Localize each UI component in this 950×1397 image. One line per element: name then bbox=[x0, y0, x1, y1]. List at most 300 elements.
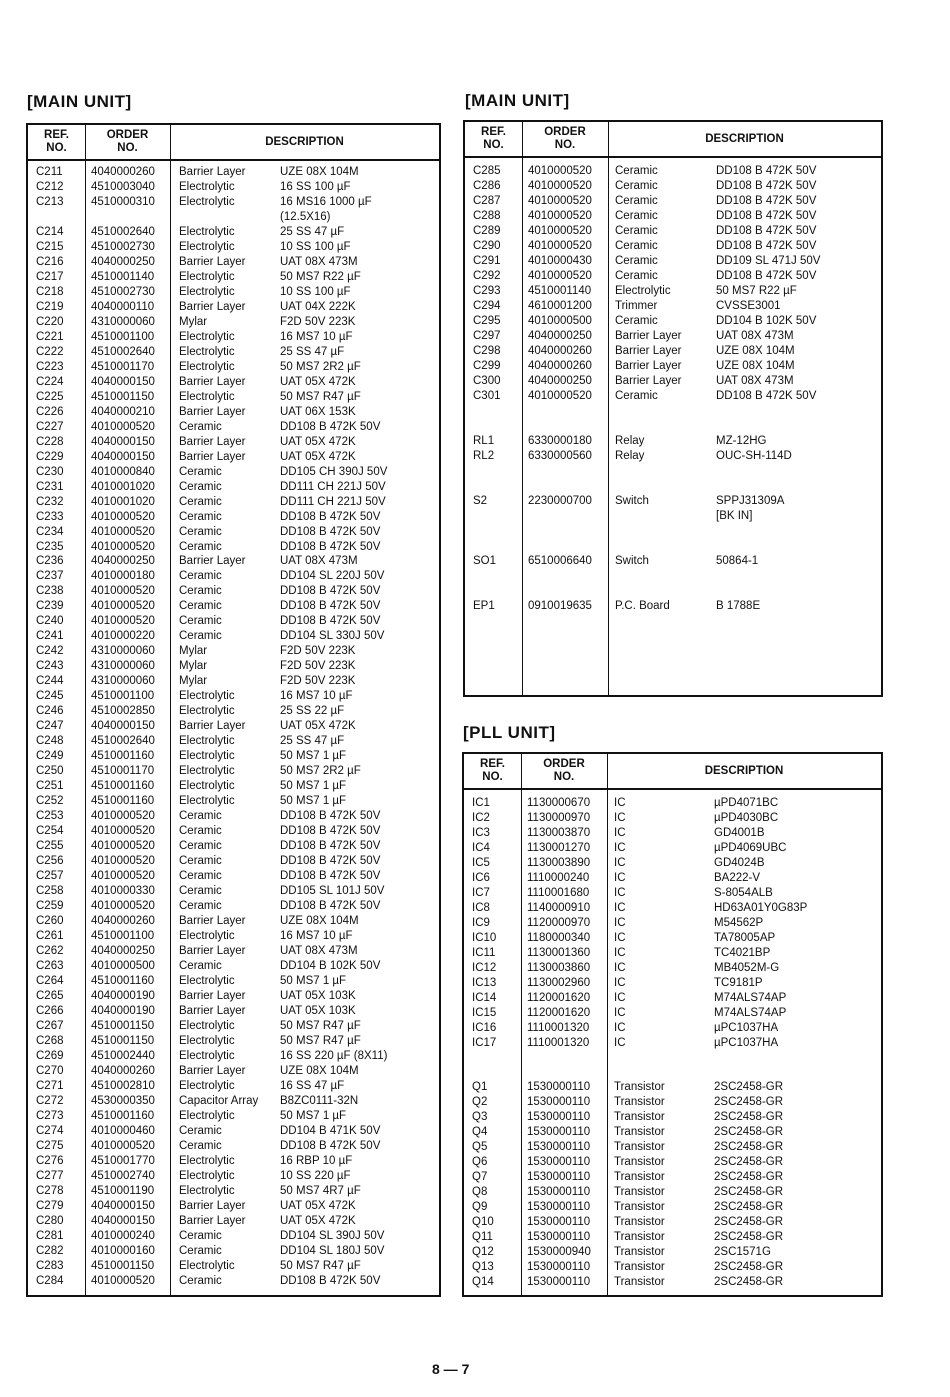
order-no: 4510002640 bbox=[91, 225, 155, 238]
part-spec: B 1788E bbox=[716, 600, 761, 612]
part-spec: TA78005AP bbox=[714, 931, 776, 944]
order-no: 4040000250 bbox=[528, 375, 592, 387]
table-row bbox=[464, 1140, 881, 1155]
ref-no: C234 bbox=[36, 525, 64, 538]
part-spec: UAT 08X 473M bbox=[716, 330, 794, 342]
part-type: Ceramic bbox=[179, 959, 222, 972]
part-spec: SPPJ31309A bbox=[716, 495, 785, 507]
part-type: Barrier Layer bbox=[179, 375, 246, 388]
part-type: Ceramic bbox=[179, 465, 222, 478]
part-type: Ceramic bbox=[615, 225, 658, 237]
part-spec: DD108 B 472K 50V bbox=[716, 390, 817, 402]
order-no: 6510006640 bbox=[528, 555, 592, 567]
table-row bbox=[464, 1275, 881, 1290]
part-type: Barrier Layer bbox=[615, 360, 682, 372]
order-no: 4010000520 bbox=[91, 825, 155, 838]
part-spec: 10 SS 100 µF bbox=[280, 285, 351, 298]
order-no: 4040000250 bbox=[528, 330, 592, 342]
ref-no: C285 bbox=[473, 165, 501, 177]
part-spec: B8ZC0111-32N bbox=[280, 1094, 359, 1107]
order-no: 1530000110 bbox=[527, 1261, 591, 1274]
part-spec: 16 MS7 10 µF bbox=[280, 690, 353, 703]
table-row bbox=[28, 495, 439, 510]
part-spec: DD108 B 472K 50V bbox=[280, 525, 381, 538]
part-spec: MB4052M-G bbox=[714, 961, 780, 974]
ref-no: C294 bbox=[473, 300, 501, 312]
ref-no: C264 bbox=[36, 974, 64, 987]
ref-no: C225 bbox=[36, 390, 64, 403]
table-row bbox=[28, 510, 439, 525]
table-row bbox=[464, 841, 881, 856]
order-no: 4010000520 bbox=[528, 240, 592, 252]
part-type: Mylar bbox=[179, 675, 208, 688]
order-no: 4310000060 bbox=[91, 315, 155, 328]
part-spec: DD104 SL 220J 50V bbox=[280, 570, 385, 583]
order-no: 4010000520 bbox=[528, 180, 592, 192]
ref-no: C241 bbox=[36, 630, 64, 643]
order-no: 4510002440 bbox=[91, 1049, 155, 1062]
ref-no: C227 bbox=[36, 420, 64, 433]
part-spec: 16 SS 47 µF bbox=[280, 1079, 345, 1092]
ref-no: C290 bbox=[473, 240, 501, 252]
order-no: 4010001020 bbox=[91, 495, 155, 508]
order-no: 4040000250 bbox=[91, 555, 155, 568]
table-row bbox=[465, 359, 881, 374]
part-spec: 50 MS7 2R2 µF bbox=[280, 360, 361, 373]
part-type: IC bbox=[614, 976, 626, 989]
order-no: 1530000110 bbox=[527, 1216, 591, 1229]
part-spec: UZE 08X 104M bbox=[280, 1064, 359, 1077]
table-row bbox=[28, 195, 439, 210]
part-spec: DD108 B 472K 50V bbox=[280, 870, 381, 883]
ref-no: RL1 bbox=[473, 435, 495, 447]
part-type: Electrolytic bbox=[615, 285, 671, 297]
table-row bbox=[465, 209, 881, 224]
part-type: Ceramic bbox=[179, 1139, 222, 1152]
order-no: 4530000350 bbox=[91, 1094, 155, 1107]
order-no: 1140000910 bbox=[527, 901, 591, 914]
ref-no: C220 bbox=[36, 315, 64, 328]
order-no: 4510002740 bbox=[91, 1169, 155, 1182]
order-no: 4510001160 bbox=[91, 1109, 155, 1122]
part-type: Electrolytic bbox=[179, 330, 235, 343]
order-no: 4510001770 bbox=[91, 1154, 155, 1167]
order-no: 4010000520 bbox=[528, 165, 592, 177]
part-spec: 2SC2458-GR bbox=[714, 1126, 784, 1139]
table-row bbox=[465, 419, 881, 434]
order-no: 4010000520 bbox=[91, 615, 155, 628]
part-type: Electrolytic bbox=[179, 1034, 235, 1047]
description-header: DESCRIPTION bbox=[705, 132, 784, 145]
ref-no: EP1 bbox=[473, 600, 495, 612]
part-spec: 25 SS 47 µF bbox=[280, 225, 345, 238]
order-no: 4510002730 bbox=[91, 240, 155, 253]
part-spec: DD105 SL 101J 50V bbox=[280, 885, 385, 898]
part-type: Electrolytic bbox=[179, 690, 235, 703]
part-type: Ceramic bbox=[179, 840, 222, 853]
part-type: Ceramic bbox=[179, 1229, 222, 1242]
part-spec: F2D 50V 223K bbox=[280, 675, 356, 688]
order-no: 4010000520 bbox=[91, 600, 155, 613]
ref-no: C287 bbox=[473, 195, 501, 207]
table-row bbox=[464, 931, 881, 946]
table-row bbox=[464, 871, 881, 886]
part-type: Electrolytic bbox=[179, 750, 235, 763]
part-type: Electrolytic bbox=[179, 1109, 235, 1122]
table-row bbox=[465, 389, 881, 404]
ref-no: C280 bbox=[36, 1214, 64, 1227]
order-no: 1530000110 bbox=[527, 1201, 591, 1214]
part-spec: M74ALS74AP bbox=[714, 991, 787, 1004]
order-no: 1180000340 bbox=[527, 931, 591, 944]
part-spec: 2SC2458-GR bbox=[714, 1171, 784, 1184]
part-type: Barrier Layer bbox=[179, 1004, 246, 1017]
table-row bbox=[464, 856, 881, 871]
ref-no: C251 bbox=[36, 780, 64, 793]
table-row bbox=[464, 1110, 881, 1125]
table-row bbox=[464, 1021, 881, 1036]
table-row bbox=[28, 749, 439, 764]
table-row bbox=[465, 539, 881, 554]
order-no-header: ORDER NO. bbox=[106, 129, 149, 154]
order-no: 1130001360 bbox=[527, 946, 591, 959]
table-row bbox=[464, 811, 881, 826]
order-no: 4040000190 bbox=[91, 989, 155, 1002]
table-row bbox=[28, 1109, 439, 1124]
table-row bbox=[28, 1019, 439, 1034]
part-spec: 50 MS7 R47 µF bbox=[280, 1034, 361, 1047]
order-no: 4010000840 bbox=[91, 465, 155, 478]
part-spec: UAT 05X 103K bbox=[280, 989, 356, 1002]
part-spec: 10 SS 100 µF bbox=[280, 240, 351, 253]
ref-no: C283 bbox=[36, 1259, 64, 1272]
ref-no: C232 bbox=[36, 495, 64, 508]
order-no-header: ORDER NO. bbox=[543, 758, 585, 783]
order-no: 4510002850 bbox=[91, 705, 155, 718]
order-no: 1130001270 bbox=[527, 841, 591, 854]
ref-no: IC1 bbox=[472, 797, 490, 809]
order-no: 1530000110 bbox=[527, 1141, 591, 1154]
table-row bbox=[465, 284, 881, 299]
order-no: 4040000150 bbox=[91, 375, 155, 388]
ref-no: C222 bbox=[36, 345, 64, 358]
ref-no: C230 bbox=[36, 465, 64, 478]
table-row bbox=[28, 1259, 439, 1274]
table-row bbox=[28, 165, 439, 180]
ref-no: C268 bbox=[36, 1034, 64, 1047]
ref-no: C263 bbox=[36, 959, 64, 972]
table-row bbox=[28, 869, 439, 884]
part-spec: µPD4030BC bbox=[714, 811, 779, 824]
table-row bbox=[28, 794, 439, 809]
table-row bbox=[28, 255, 439, 270]
part-type: Transistor bbox=[614, 1111, 665, 1124]
part-spec: DD104 SL 330J 50V bbox=[280, 630, 385, 643]
part-type: IC bbox=[614, 886, 626, 899]
table-row bbox=[465, 374, 881, 389]
part-spec: DD108 B 472K 50V bbox=[280, 585, 381, 598]
part-type: IC bbox=[614, 1006, 626, 1019]
part-type: Ceramic bbox=[615, 195, 658, 207]
part-spec: OUC-SH-114D bbox=[716, 450, 792, 462]
part-type: Electrolytic bbox=[179, 929, 235, 942]
ref-no: C281 bbox=[36, 1229, 64, 1242]
part-spec: DD104 SL 180J 50V bbox=[280, 1244, 385, 1257]
table-row bbox=[28, 704, 439, 719]
part-spec: 2SC2458-GR bbox=[714, 1201, 784, 1214]
order-no: 4040000150 bbox=[91, 450, 155, 463]
order-no: 4040000260 bbox=[91, 1064, 155, 1077]
part-spec: 50 MS7 R22 µF bbox=[716, 285, 797, 297]
part-type: Electrolytic bbox=[179, 1019, 235, 1032]
part-spec: 2SC2458-GR bbox=[714, 1141, 784, 1154]
ref-no: C257 bbox=[36, 870, 64, 883]
part-type: Electrolytic bbox=[179, 780, 235, 793]
part-type: Ceramic bbox=[179, 900, 222, 913]
part-spec: DD108 B 472K 50V bbox=[716, 270, 817, 282]
left-table-header bbox=[28, 125, 439, 161]
ref-no: C221 bbox=[36, 330, 64, 343]
ref-no: C299 bbox=[473, 360, 501, 372]
table-row bbox=[464, 1095, 881, 1110]
order-no: 1530000110 bbox=[527, 1156, 591, 1169]
ref-no-header: REF. NO. bbox=[480, 758, 505, 783]
table-row bbox=[464, 1185, 881, 1200]
ref-no: C244 bbox=[36, 675, 64, 688]
ref-no: Q3 bbox=[472, 1111, 488, 1124]
ref-no-header: REF. NO. bbox=[481, 126, 506, 151]
order-no: 4510001170 bbox=[91, 360, 155, 373]
order-no: 4040000150 bbox=[91, 435, 155, 448]
part-spec: DD108 B 472K 50V bbox=[280, 840, 381, 853]
order-no: 4010000520 bbox=[91, 1274, 155, 1287]
order-no: 4040000150 bbox=[91, 720, 155, 733]
pll-table-header bbox=[464, 754, 881, 790]
ref-no: C298 bbox=[473, 345, 501, 357]
order-no: 4010000520 bbox=[91, 855, 155, 868]
order-no: 4510001160 bbox=[91, 974, 155, 987]
part-spec: DD108 B 472K 50V bbox=[716, 180, 817, 192]
table-row bbox=[28, 689, 439, 704]
order-no: 4610001200 bbox=[528, 300, 592, 312]
part-spec: 2SC2458-GR bbox=[714, 1186, 784, 1199]
part-type: Electrolytic bbox=[179, 195, 235, 208]
order-no: 4010000520 bbox=[91, 510, 155, 523]
part-spec: 16 MS7 10 µF bbox=[280, 929, 353, 942]
ref-no: C213 bbox=[36, 195, 64, 208]
part-spec: UAT 05X 472K bbox=[280, 450, 356, 463]
ref-no: C295 bbox=[473, 315, 501, 327]
table-row bbox=[464, 1260, 881, 1275]
part-spec: UZE 08X 104M bbox=[716, 345, 795, 357]
part-spec: DD108 B 472K 50V bbox=[280, 825, 381, 838]
order-no: 4310000060 bbox=[91, 660, 155, 673]
order-no: 1530000110 bbox=[527, 1081, 591, 1094]
ref-no: C267 bbox=[36, 1019, 64, 1032]
table-row bbox=[28, 644, 439, 659]
table-row bbox=[28, 225, 439, 240]
part-type: Transistor bbox=[614, 1231, 665, 1244]
ref-no: IC13 bbox=[472, 976, 497, 989]
ref-no: C215 bbox=[36, 240, 64, 253]
part-type: Ceramic bbox=[615, 315, 658, 327]
table-row bbox=[28, 764, 439, 779]
part-spec: UAT 05X 472K bbox=[280, 720, 356, 733]
table-row bbox=[465, 269, 881, 284]
order-no: 4040000110 bbox=[91, 300, 155, 313]
order-no: 4510001150 bbox=[91, 1034, 155, 1047]
part-spec: 2SC2458-GR bbox=[714, 1111, 784, 1124]
table-row bbox=[28, 315, 439, 330]
order-no: 4010000520 bbox=[91, 585, 155, 598]
table-row bbox=[28, 779, 439, 794]
table-row bbox=[465, 464, 881, 479]
order-no: 4510003040 bbox=[91, 180, 155, 193]
table-row bbox=[465, 194, 881, 209]
part-type: Electrolytic bbox=[179, 345, 235, 358]
ref-no: C212 bbox=[36, 180, 64, 193]
table-row bbox=[464, 1125, 881, 1140]
ref-no: C249 bbox=[36, 750, 64, 763]
table-row bbox=[28, 884, 439, 899]
part-spec: M74ALS74AP bbox=[714, 1006, 787, 1019]
table-row bbox=[28, 525, 439, 540]
order-no: 4510002810 bbox=[91, 1079, 155, 1092]
part-spec: UAT 08X 473M bbox=[716, 375, 794, 387]
table-row bbox=[465, 479, 881, 494]
ref-no: C236 bbox=[36, 555, 64, 568]
part-type: Transistor bbox=[614, 1261, 665, 1274]
order-no: 4010000520 bbox=[91, 540, 155, 553]
table-row bbox=[465, 299, 881, 314]
ref-no: C288 bbox=[473, 210, 501, 222]
part-spec: UAT 04X 222K bbox=[280, 300, 356, 313]
table-row bbox=[464, 916, 881, 931]
table-row bbox=[465, 494, 881, 509]
ref-no: C273 bbox=[36, 1109, 64, 1122]
table-row bbox=[465, 314, 881, 329]
ref-no: C233 bbox=[36, 510, 64, 523]
table-row bbox=[465, 524, 881, 539]
table-row bbox=[28, 989, 439, 1004]
ref-no: C272 bbox=[36, 1094, 64, 1107]
part-spec: DD109 SL 471J 50V bbox=[716, 255, 821, 267]
part-type: Trimmer bbox=[615, 300, 658, 312]
part-type: Electrolytic bbox=[179, 390, 235, 403]
part-spec: CVSSE3001 bbox=[716, 300, 781, 312]
part-type: Barrier Layer bbox=[615, 345, 682, 357]
part-type: Barrier Layer bbox=[179, 1064, 246, 1077]
table-row bbox=[465, 239, 881, 254]
part-spec: UAT 06X 153K bbox=[280, 405, 356, 418]
ref-no: IC6 bbox=[472, 871, 490, 884]
table-row bbox=[464, 1230, 881, 1245]
order-no: 4510002640 bbox=[91, 345, 155, 358]
table-row bbox=[28, 285, 439, 300]
part-spec: TC4021BP bbox=[714, 946, 771, 959]
part-spec: 50864-1 bbox=[716, 555, 759, 567]
order-no: 1130003860 bbox=[527, 961, 591, 974]
part-type: IC bbox=[614, 946, 626, 959]
table-row bbox=[28, 974, 439, 989]
table-row bbox=[28, 1274, 439, 1289]
part-type: Relay bbox=[615, 450, 645, 462]
order-no: 4040000260 bbox=[528, 360, 592, 372]
part-type: Electrolytic bbox=[179, 360, 235, 373]
table-row bbox=[28, 1184, 439, 1199]
right-parts-table bbox=[463, 120, 883, 697]
table-row bbox=[464, 1155, 881, 1170]
table-row bbox=[28, 659, 439, 674]
order-no: 1130000970 bbox=[527, 811, 591, 824]
ref-no: C274 bbox=[36, 1124, 64, 1137]
table-row bbox=[464, 1200, 881, 1215]
order-no: 4040000150 bbox=[91, 1199, 155, 1212]
part-spec: UZE 08X 104M bbox=[716, 360, 795, 372]
part-type: Ceramic bbox=[179, 615, 222, 628]
part-spec: 50 MS7 1 µF bbox=[280, 974, 347, 987]
order-no: 1530000110 bbox=[527, 1276, 591, 1289]
part-spec: BA222-V bbox=[714, 871, 761, 884]
ref-no: C231 bbox=[36, 480, 64, 493]
part-spec: DD108 B 472K 50V bbox=[280, 855, 381, 868]
part-type: Barrier Layer bbox=[179, 255, 246, 268]
ref-no: C284 bbox=[36, 1274, 64, 1287]
part-type: IC bbox=[614, 871, 626, 884]
part-spec: DD111 CH 221J 50V bbox=[280, 480, 386, 493]
part-type: Transistor bbox=[614, 1216, 665, 1229]
table-row bbox=[465, 584, 881, 599]
table-row bbox=[28, 420, 439, 435]
order-no: 4010000520 bbox=[91, 525, 155, 538]
order-no: 4040000260 bbox=[528, 345, 592, 357]
part-type: Ceramic bbox=[179, 1274, 222, 1287]
table-row bbox=[28, 360, 439, 375]
order-no-header: ORDER NO. bbox=[544, 126, 586, 151]
ref-no: Q11 bbox=[472, 1231, 493, 1244]
order-no: 4010000430 bbox=[528, 255, 592, 267]
table-row bbox=[28, 1199, 439, 1214]
part-spec: DD105 CH 390J 50V bbox=[280, 465, 388, 478]
ref-no: C293 bbox=[473, 285, 501, 297]
part-spec: DD108 B 472K 50V bbox=[280, 1139, 381, 1152]
table-row bbox=[28, 1229, 439, 1244]
table-row bbox=[464, 1006, 881, 1021]
order-no: 1530000110 bbox=[527, 1096, 591, 1109]
ref-no: RL2 bbox=[473, 450, 495, 462]
order-no: 4040000250 bbox=[91, 944, 155, 957]
part-spec: DD108 B 472K 50V bbox=[716, 240, 817, 252]
ref-no: IC14 bbox=[472, 991, 497, 1004]
ref-no: C276 bbox=[36, 1154, 64, 1167]
table-row bbox=[28, 1154, 439, 1169]
part-type: Transistor bbox=[614, 1186, 665, 1199]
table-row bbox=[28, 180, 439, 195]
table-row bbox=[28, 1124, 439, 1139]
ref-no: Q14 bbox=[472, 1276, 494, 1289]
order-no: 1120001620 bbox=[527, 991, 591, 1004]
part-type: Switch bbox=[615, 495, 649, 507]
order-no: 4010000520 bbox=[528, 195, 592, 207]
part-spec: F2D 50V 223K bbox=[280, 645, 356, 658]
ref-no: C238 bbox=[36, 585, 64, 598]
part-type: Electrolytic bbox=[179, 735, 235, 748]
part-type: Transistor bbox=[614, 1096, 665, 1109]
part-type: Ceramic bbox=[615, 165, 658, 177]
order-no: 4010000460 bbox=[91, 1124, 155, 1137]
part-type: Ceramic bbox=[179, 420, 222, 433]
order-no: 4040000150 bbox=[91, 1214, 155, 1227]
